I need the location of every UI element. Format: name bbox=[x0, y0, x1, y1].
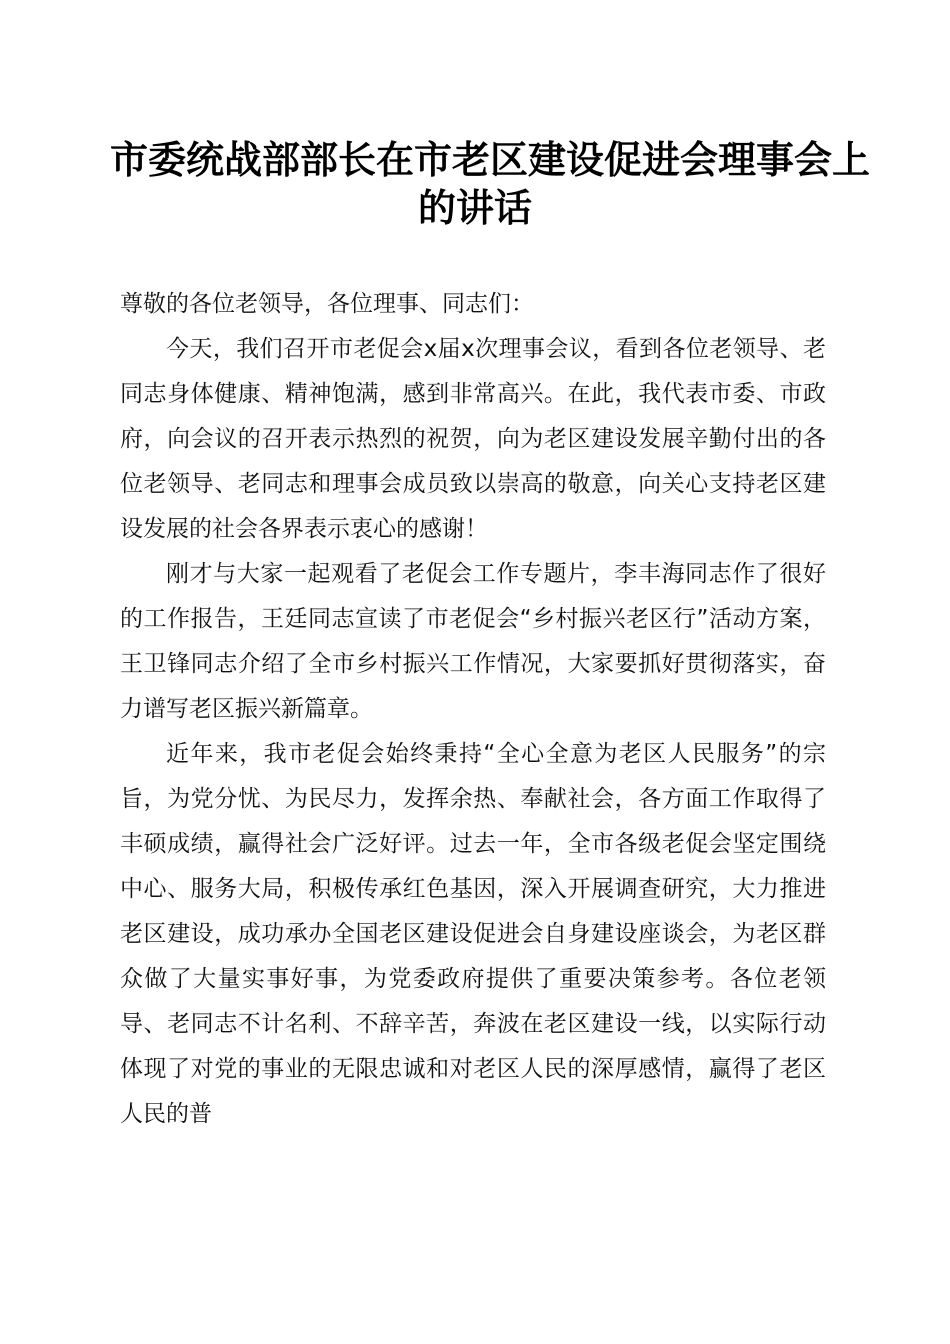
paragraph-opening: 今天，我们召开市老促会x届x次理事会议，看到各位老领导、老同志身体健康、精神饱满，感到非常高兴。在此，我代表市委、市政府，向会议的召开表示热烈的祝贺，向为老区建设发展辛勤付出的各位老领导、老同志和理事会成员致以崇高的敬意，向关心支持老区建设发展的社会各界表示衷心的感谢！ bbox=[120, 336, 826, 542]
document-title bbox=[110, 136, 871, 232]
paragraph-review: 刚才与大家一起观看了老促会工作专题片，李丰海同志作了很好的工作报告，王廷同志宣读了市老促会“乡村振兴老区行”活动方案，王卫锋同志介绍了全市乡村振兴工作情况，大家要抓好贯彻落实，奋力谱写老区振兴新篇章。 bbox=[120, 561, 826, 722]
title-line-1: 市委统战部部长在市老区建设促进会理事会上 bbox=[110, 137, 871, 182]
title-line-2: 的讲话 bbox=[417, 185, 532, 230]
salutation: 尊敬的各位老领导，各位理事、同志们： bbox=[120, 291, 534, 317]
paragraph-achievements: 近年来，我市老促会始终秉持“全心全意为老区人民服务”的宗旨，为党分忧、为民尽力，发挥余热、奉献社会，各方面工作取得了丰硕成绩，赢得社会广泛好评。过去一年，全市各级老促会坚定围绕中心、服务大局，积极传承红色基因，深入开展调查研究，大力推进老区建设，成功承办全国老区建设促进会自身建设座谈会，为老区群众做了大量实事好事，为党委政府提供了重要决策参考。各位老领导、老同志不计名利、不辞辛苦，奔波在老区建设一线，以实际行动体现了对党的事业的无限忠诚和对老区人民的深厚感情，赢得了老区人民的普 bbox=[120, 741, 826, 1127]
document-body bbox=[120, 282, 826, 1137]
